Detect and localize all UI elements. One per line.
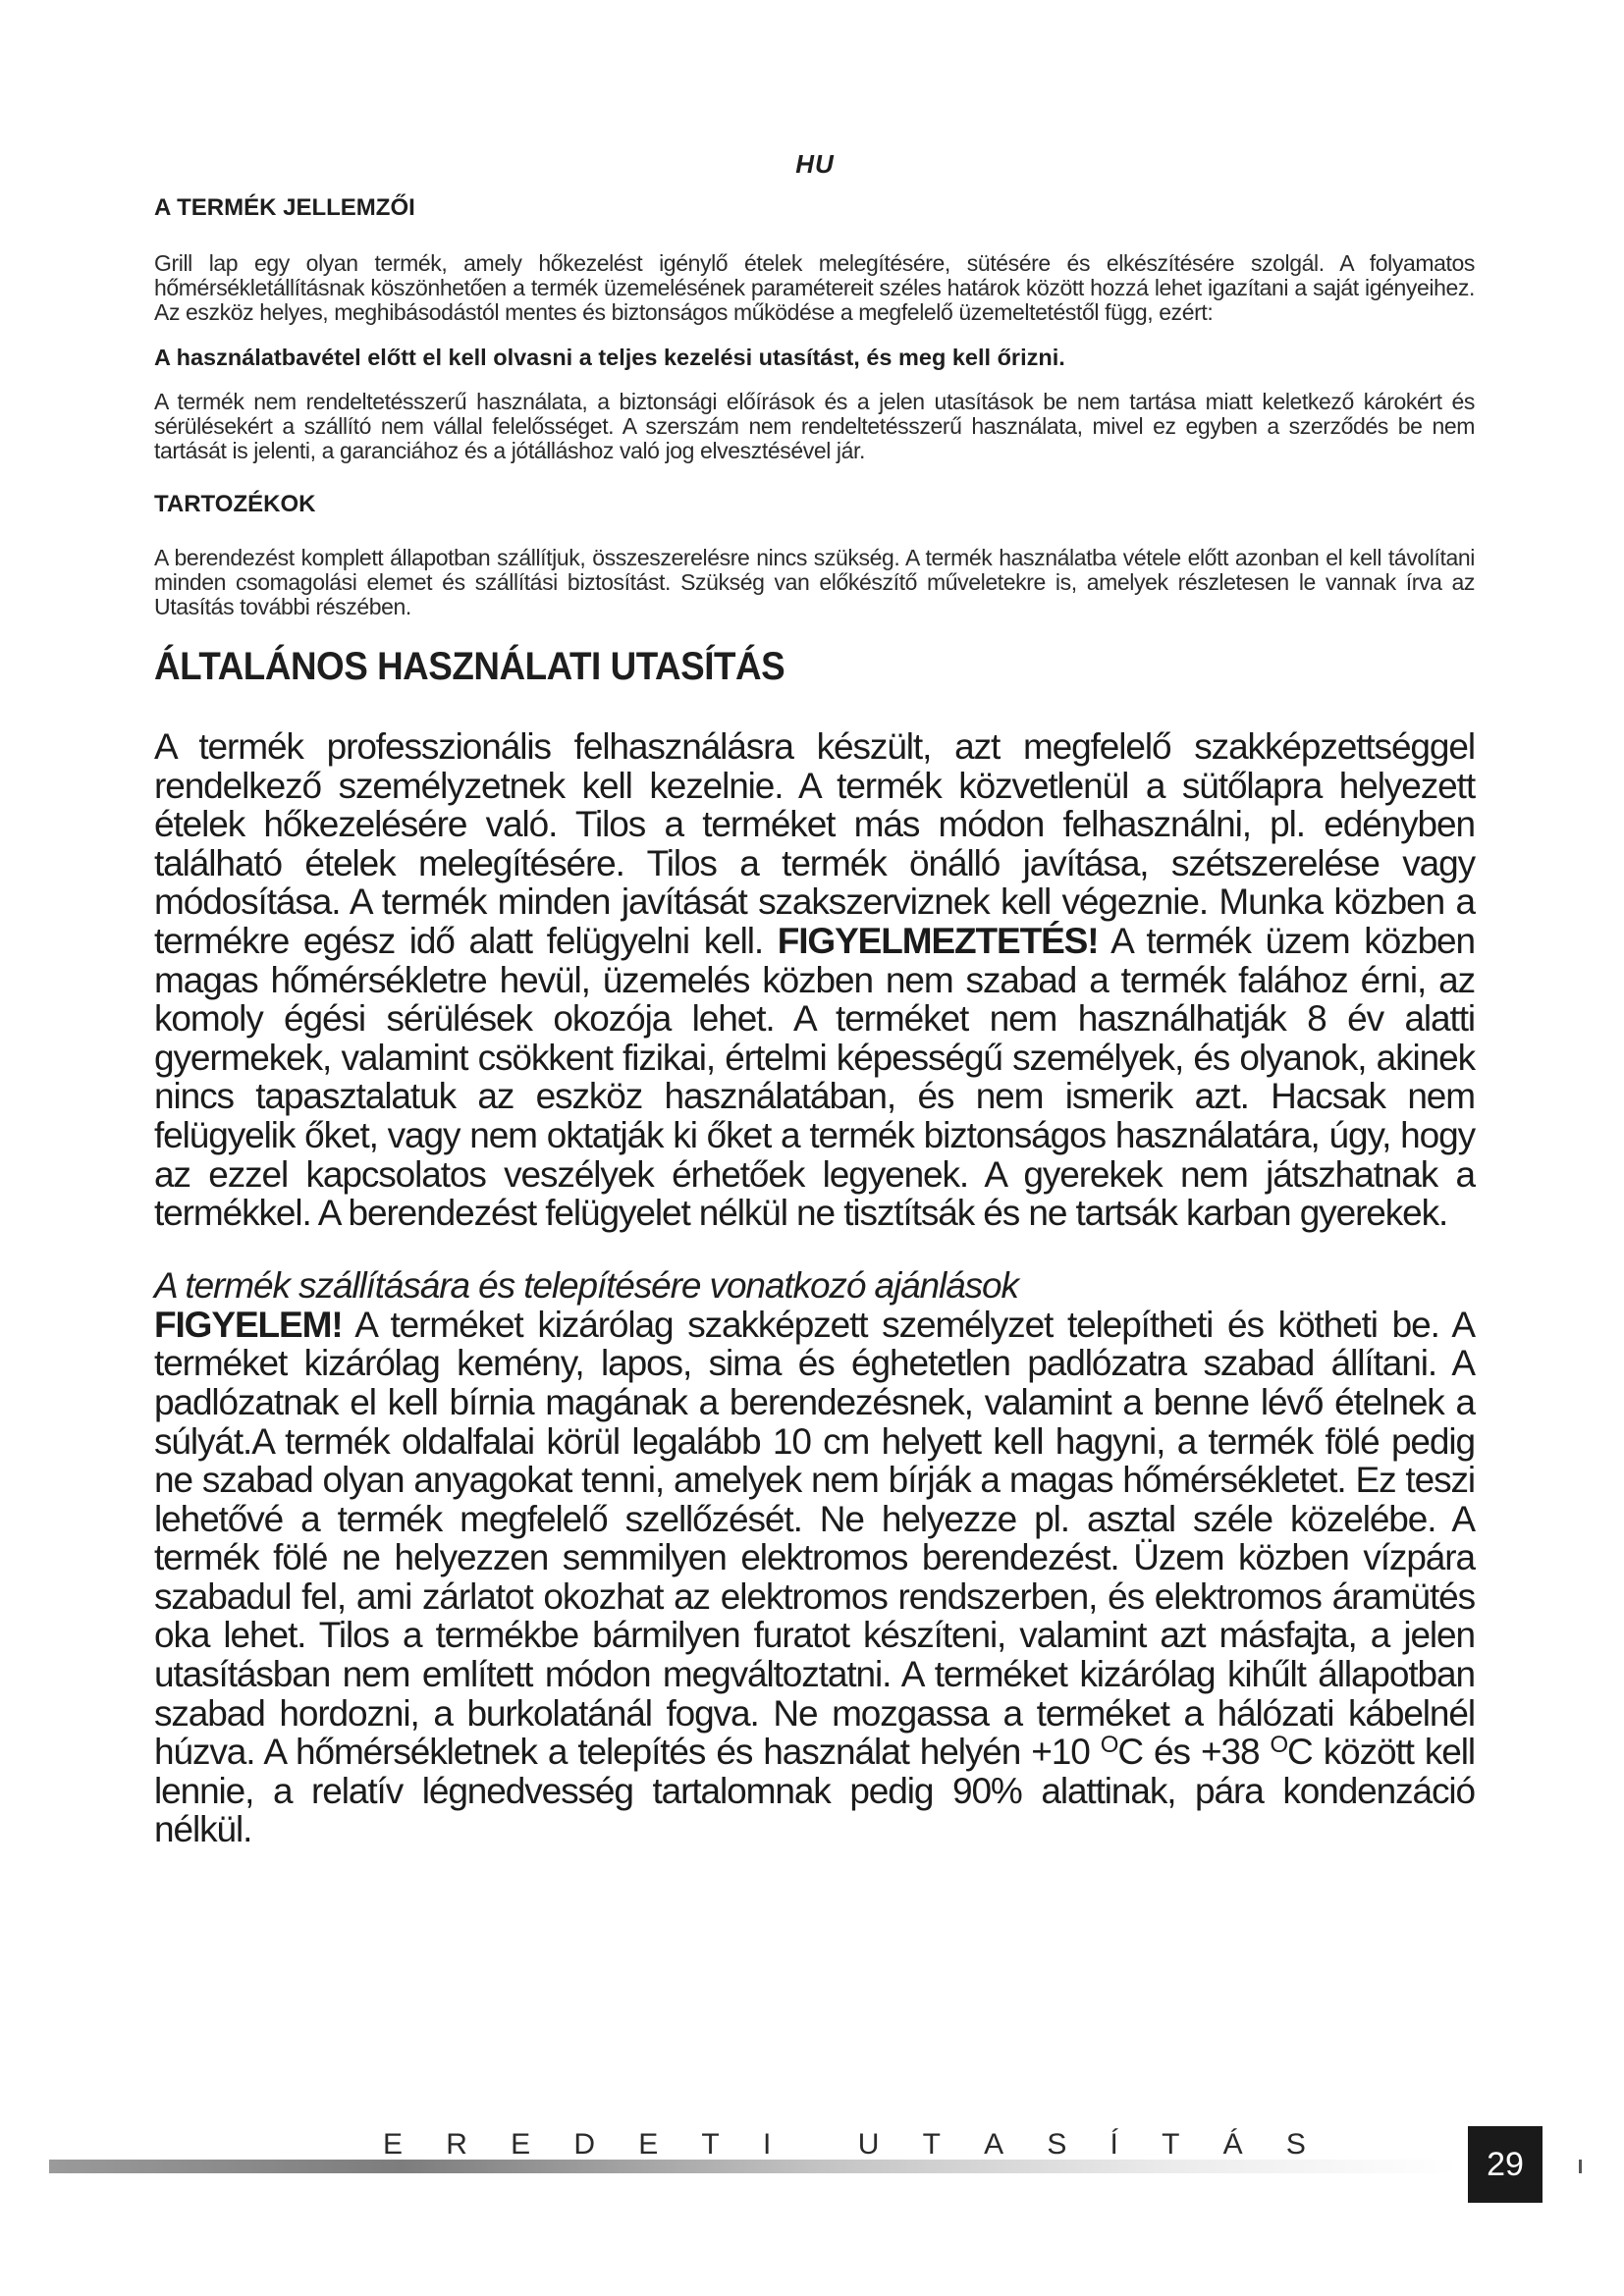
warning-label: FIGYELMEZTETÉS! [777,920,1099,961]
general-use-text-b: A termék üzem közben magas hőmérsékletre hevül, üzemelés közben nem szabad a termék falához érni, az komoly égési sérülések okozója lehet. A terméket nem használhatják 8 év alatti gyermekek, valamint csökkent fizikai, értelmi képességű személyek, és olyanok, akinek nincs tapasztalatuk az eszköz használatában, és nem ismerik azt. Hacsak nem felügyelik őket, vagy nem oktatják ki őket a termék biztonságos használatára, úgy, hogy az ezzel kapcsolatos veszélyek érhetőek legyenek. A gyerekek nem játszhatnak a termékkel. A berendezést felügyelet nélkül ne tisztítsák és ne tartsák karban gyerekek. [154,920,1476,1234]
transport-install-paragraph [154,1306,1475,1849]
footer-letter: Á [1222,2128,1243,2161]
install-text-b: C és +38 [1117,1732,1260,1773]
transport-install-subtitle: A termék szállítására és telepítésére vonatkozó ajánlások [154,1264,1018,1306]
footer-letter: R [446,2128,467,2161]
footer-divider [49,2160,1458,2173]
features-paragraph: Grill lap egy olyan termék, amely hőkezelést igénylő ételek melegítésére, sütésére és elkészítésére szolgál. A folyamatos hőmérsékletállításnak köszönhetően a termék üzemelésének paramétereit széles határok között hozzá lehet igazítani a saját igényeihez. Az eszköz helyes, meghibásodástól mentes és biztonságos működése a megfelelő üzemeltetéstől függ, ezért: [154,250,1475,325]
install-text-a: A terméket kizárólag szakképzett személyzet telepítheti és kötheti be. A terméket kizárólag kemény, lapos, sima és éghetetlen padlózatra szabad állítani. A padlózatnak el kell bírnia magának a berendezésnek, valamint a benne lévő ételnek a súlyát.A termék oldalfalai körül legalább 10 cm helyett kell hagyni, a termék fölé pedig ne szabad olyan anyagokat tenni, amelyek nem bírják a magas hőmérsékletet. Ez teszi lehetővé a termék megfelelő szellőzését. Ne helyezze pl. asztal széle közelébe. A termék fölé ne helyezzen semmilyen elektromos berendezést. Üzem közben vízpára szabadul fel, ami zárlatot okozhat az elektromos rendszerben, és elektromos áramütés oka lehet. Tilos a termékbe bármilyen furatot készíteni, valamint azt másfajta, a jelen utasításban nem említett módon megváltoztatni. A terméket kizárólag kihűlt állapotban szabad hordozni, a burkolatánál fogva. Ne mozgassa a terméket a hálózati kábelnél húzva. A hőmérsékletnek a telepítés és használat helyén +10 [154,1304,1475,1773]
section-title-general-use: ÁLTALÁNOS HASZNÁLATI UTASÍTÁS [154,645,785,688]
footer-letter: T [1162,2128,1180,2161]
section-title-accessories: TARTOZÉKOK [154,491,316,517]
general-use-text-a: A termék professzionális felhasználásra készült, azt megfelelő szakképzettséggel rendelkező személyzetnek kell kezelnie. A termék közvetlenül a sütőlapra helyezett ételek hőkezelésére való. Tilos a terméket más módon felhasználni, pl. edényben található ételek melegítésére. Tilos a termék önálló javítása, szétszerelése vagy módosítása. A termék minden javítását szakszerviznek kell végeznie. Munka közben a termékre egész idő alatt felügyelni kell. [154,726,1475,961]
degree-symbol: O [1100,1732,1118,1759]
footer-letter: U [857,2128,880,2161]
footer-letter: E [638,2128,659,2161]
attention-label: FIGYELEM! [154,1304,343,1345]
footer-letter: I [762,2128,772,2161]
footer-letter: S [1047,2128,1067,2161]
footer-letter: E [383,2128,404,2161]
read-manual-notice: A használatbavétel előtt el kell olvasni a teljes kezelési utasítást, és meg kell őrizni. [154,345,1065,370]
footer-letter: T [922,2128,941,2161]
footer-letter: A [984,2128,1004,2161]
page-number: 29 [1468,2126,1543,2203]
language-code: HU [795,149,835,179]
footer-letter: Í [1110,2128,1118,2161]
general-use-paragraph [154,727,1475,1233]
footer-letter: S [1285,2128,1306,2161]
footer-letter: D [573,2128,595,2161]
degree-symbol: O [1270,1732,1288,1759]
liability-paragraph: A termék nem rendeltetésszerű használata, a biztonsági előírások és a jelen utasítások be nem tartása miatt keletkező károkért és sérülésekért a szállító nem vállal felelősséget. A szerszám nem rendeltetésszerű használata, mivel ez egyben a szerződés be nem tartását is jelenti, a garanciához és a jótálláshoz való jog elvesztésével jár. [154,389,1475,463]
install-text-c: C között kell lennie, a relatív légnedvesség tartalomnak pedig 90% alattinak, pára kondenzáció nélkül. [154,1732,1475,1850]
footer-letter: T [701,2128,720,2161]
footer-letter: E [511,2128,531,2161]
section-title-features: A TERMÉK JELLEMZŐI [154,194,415,221]
document-body [154,192,1475,1849]
footer-original-instructions [383,2128,1306,2162]
accessories-paragraph: A berendezést komplett állapotban szállítjuk, összeszerelésre nincs szükség. A termék használatba vétele előtt azonban el kell távolítani minden csomagolási elemet és szállítási biztosítást. Szükség van előkészítő műveletekre is, amelyek részletesen le vannak írva az Utasítás további részében. [154,545,1475,619]
page-edge-mark [1579,2160,1582,2173]
